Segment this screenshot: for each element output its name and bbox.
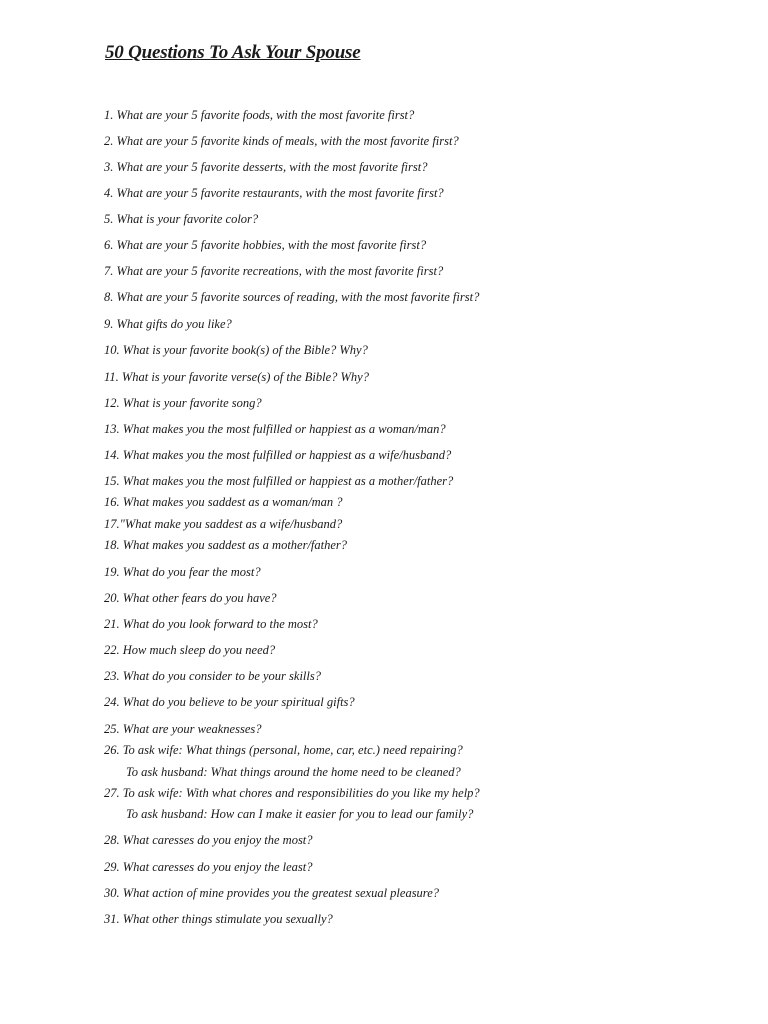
question-item: 14. What makes you the most fulfilled or happiest as a wife/husband?: [104, 448, 452, 462]
question-item: 12. What is your favorite song?: [104, 396, 262, 410]
question-item: 31. What other things stimulate you sexually?: [104, 912, 333, 926]
question-item: 18. What makes you saddest as a mother/father?: [104, 538, 348, 552]
question-item: 19. What do you fear the most?: [104, 565, 261, 579]
question-item: 16. What makes you saddest as a woman/man ?: [104, 495, 343, 509]
question-item: 21. What do you look forward to the most?: [104, 617, 318, 631]
question-item: 13. What makes you the most fulfilled or happiest as a woman/man?: [104, 422, 446, 436]
question-item: 24. What do you believe to be your spiritual gifts?: [104, 695, 355, 709]
question-item: 23. What do you consider to be your skills?: [104, 669, 321, 683]
question-item: 4. What are your 5 favorite restaurants, with the most favorite first?: [104, 186, 444, 200]
question-subline: To ask husband: How can I make it easier for you to lead our family?: [126, 807, 474, 821]
question-item: 9. What gifts do you like?: [104, 317, 232, 331]
question-item: 8. What are your 5 favorite sources of reading, with the most favorite first?: [104, 290, 480, 304]
page-title: 50 Questions To Ask Your Spouse: [105, 42, 361, 63]
question-item: 29. What caresses do you enjoy the least?: [104, 860, 313, 874]
question-item: 22. How much sleep do you need?: [104, 643, 276, 657]
question-item: 7. What are your 5 favorite recreations, with the most favorite first?: [104, 264, 444, 278]
question-item: 25. What are your weaknesses?: [104, 722, 262, 736]
question-item: 28. What caresses do you enjoy the most?: [104, 833, 313, 847]
question-item: 6. What are your 5 favorite hobbies, with the most favorite first?: [104, 238, 427, 252]
question-subline: To ask husband: What things around the home need to be cleaned?: [126, 765, 461, 779]
question-item: 15. What makes you the most fulfilled or happiest as a mother/father?: [104, 474, 454, 488]
question-item: 10. What is your favorite book(s) of the Bible? Why?: [104, 343, 368, 357]
question-item: 26. To ask wife: What things (personal, home, car, etc.) need repairing?: [104, 743, 463, 757]
question-item: 17."What make you saddest as a wife/husband?: [104, 517, 343, 531]
question-item: 20. What other fears do you have?: [104, 591, 277, 605]
question-item: 5. What is your favorite color?: [104, 212, 259, 226]
question-item: 27. To ask wife: With what chores and responsibilities do you like my help?: [104, 786, 480, 800]
question-item: 11. What is your favorite verse(s) of the Bible? Why?: [104, 370, 369, 384]
question-item: 1. What are your 5 favorite foods, with the most favorite first?: [104, 108, 415, 122]
question-item: 2. What are your 5 favorite kinds of meals, with the most favorite first?: [104, 134, 459, 148]
question-item: 30. What action of mine provides you the greatest sexual pleasure?: [104, 886, 440, 900]
question-item: 3. What are your 5 favorite desserts, with the most favorite first?: [104, 160, 428, 174]
